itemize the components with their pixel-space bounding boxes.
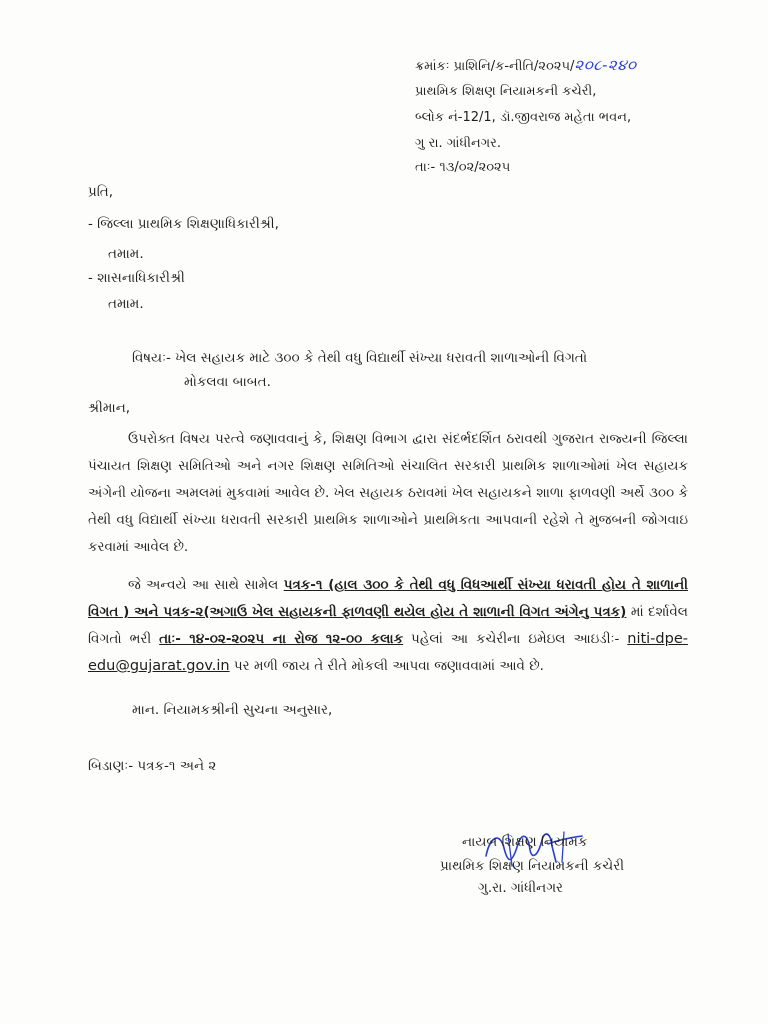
paragraph-1: ઉપરોક્ત વિષય પરત્વે જણાવવાનું કે, શિક્ષણ વિભાગ દ્વારા સંદર્ભદર્શિત ઠરાવથી ગુજરાત રાજ્યની જિલ્લા પંચાયત શિક્ષણ સમિતિઓ અને નગર શિક્ષણ સમિતિઓ સંચાલિત સરકારી પ્રાથમિક શાળાઓમાં ખેલ સહાયક અંગેની યોજના અમલમાં મુકવામાં આવેલ છે. ખેલ સહાયક ઠરાવમાં ખેલ સહાયકને શાળા ફાળવણી અર્થે ૩૦૦ કે તેથી વધુ વિદ્યાર્થી સંખ્યા ધરાવતી સરકારી પ્રાથમિક શાળાઓને પ્રાથમિકતા આપવાની રહેશે તે મુજબની જોગવાઇ કરવામાં આવેલ છે. [88, 431, 688, 555]
recipient-1: - જિલ્લા પ્રાથમિક શિક્ષણાધિકારીશ્રી, [88, 216, 279, 232]
recipient-1-sub: તમામ. [108, 246, 144, 262]
address-line-2: ગુ રા. ગાંધીનગર. [415, 136, 502, 151]
email-link[interactable]: niti-dpe-edu@gujarat.gov.in [88, 631, 688, 674]
recipient-2: - શાસનાધિકારીશ્રી [88, 270, 185, 286]
paragraph-2-mid: માં દર્શાવેલ વિગતો ભરી [88, 604, 688, 647]
patrak-underlined-text: પત્રક-૧ (હાલ ૩૦૦ કે તેથી વધુ વિધઆર્થી સંખ્યા ધરાવતી હોય તે શાળાની વિગત ) અને પત્રક-૨(અગાઉ ખેલ સહાયકની ફાળવણી થયેલ હોય તે શાળાની વિગત અંગેનુ પત્રક) [88, 577, 688, 620]
enclosure-line: બિડાણઃ- પત્રક-૧ અને ૨ [88, 758, 217, 774]
signatory-office: પ્રાથમિક શિક્ષણ નિયામકની કચેરી [440, 858, 625, 874]
subject-line-1: વિષયઃ- ખેલ સહાયક માટે ૩૦૦ કે તેથી વધુ વિદ્યાર્થી સંખ્યા ધરાવતી શાળાઓની વિગતો [132, 350, 588, 366]
letter-date: તાઃ- ૧૩/૦૨/૨૦૨૫ [415, 160, 511, 175]
signatory-place: ગુ.રા. ગાંધીનગર [478, 880, 564, 896]
recipient-2-sub: તમામ. [108, 296, 144, 312]
paragraph-2-after: પહેલાં આ કચેરીના ઇમેઇલ આઇડીઃ- [403, 631, 628, 647]
salutation: શ્રીમાન, [88, 400, 131, 416]
office-name: પ્રાથમિક શિક્ષણ નિયામકની કચેરી, [415, 84, 597, 99]
prati-label: પ્રતિ, [88, 184, 114, 200]
subject-line-2: મોકલવા બાબત. [184, 374, 271, 390]
handwritten-reference: ૨૦૮-૨૪૦ [574, 56, 637, 74]
instruction-line: માન. નિયામકશ્રીની સુચના અનુસાર, [132, 702, 333, 718]
reference-prefix: ક્રમાંકઃ પ્રાશિનિ/ક-નીતિ/૨૦૨૫/ [415, 59, 575, 74]
deadline-underlined-text: તાઃ- ૧૪-૦૨-૨૦૨૫ ના રોજ ૧૨-૦૦ કલાક [159, 631, 404, 647]
paragraph-2-tail: પર મળી જાય તે રીતે મોકલી આપવા જણાવવામાં આવે છે. [229, 658, 544, 674]
address-line-1: બ્લોક નં-12/1, ડૉ.જીવરાજ મહેતા ભવન, [415, 110, 632, 125]
signatory-title: નાયબ શિક્ષણ નિયામક [462, 834, 588, 850]
paragraph-2 [88, 572, 688, 680]
paragraph-2-lead: જે અન્વયે આ સાથે સામેલ [128, 577, 284, 593]
reference-number [415, 56, 637, 74]
